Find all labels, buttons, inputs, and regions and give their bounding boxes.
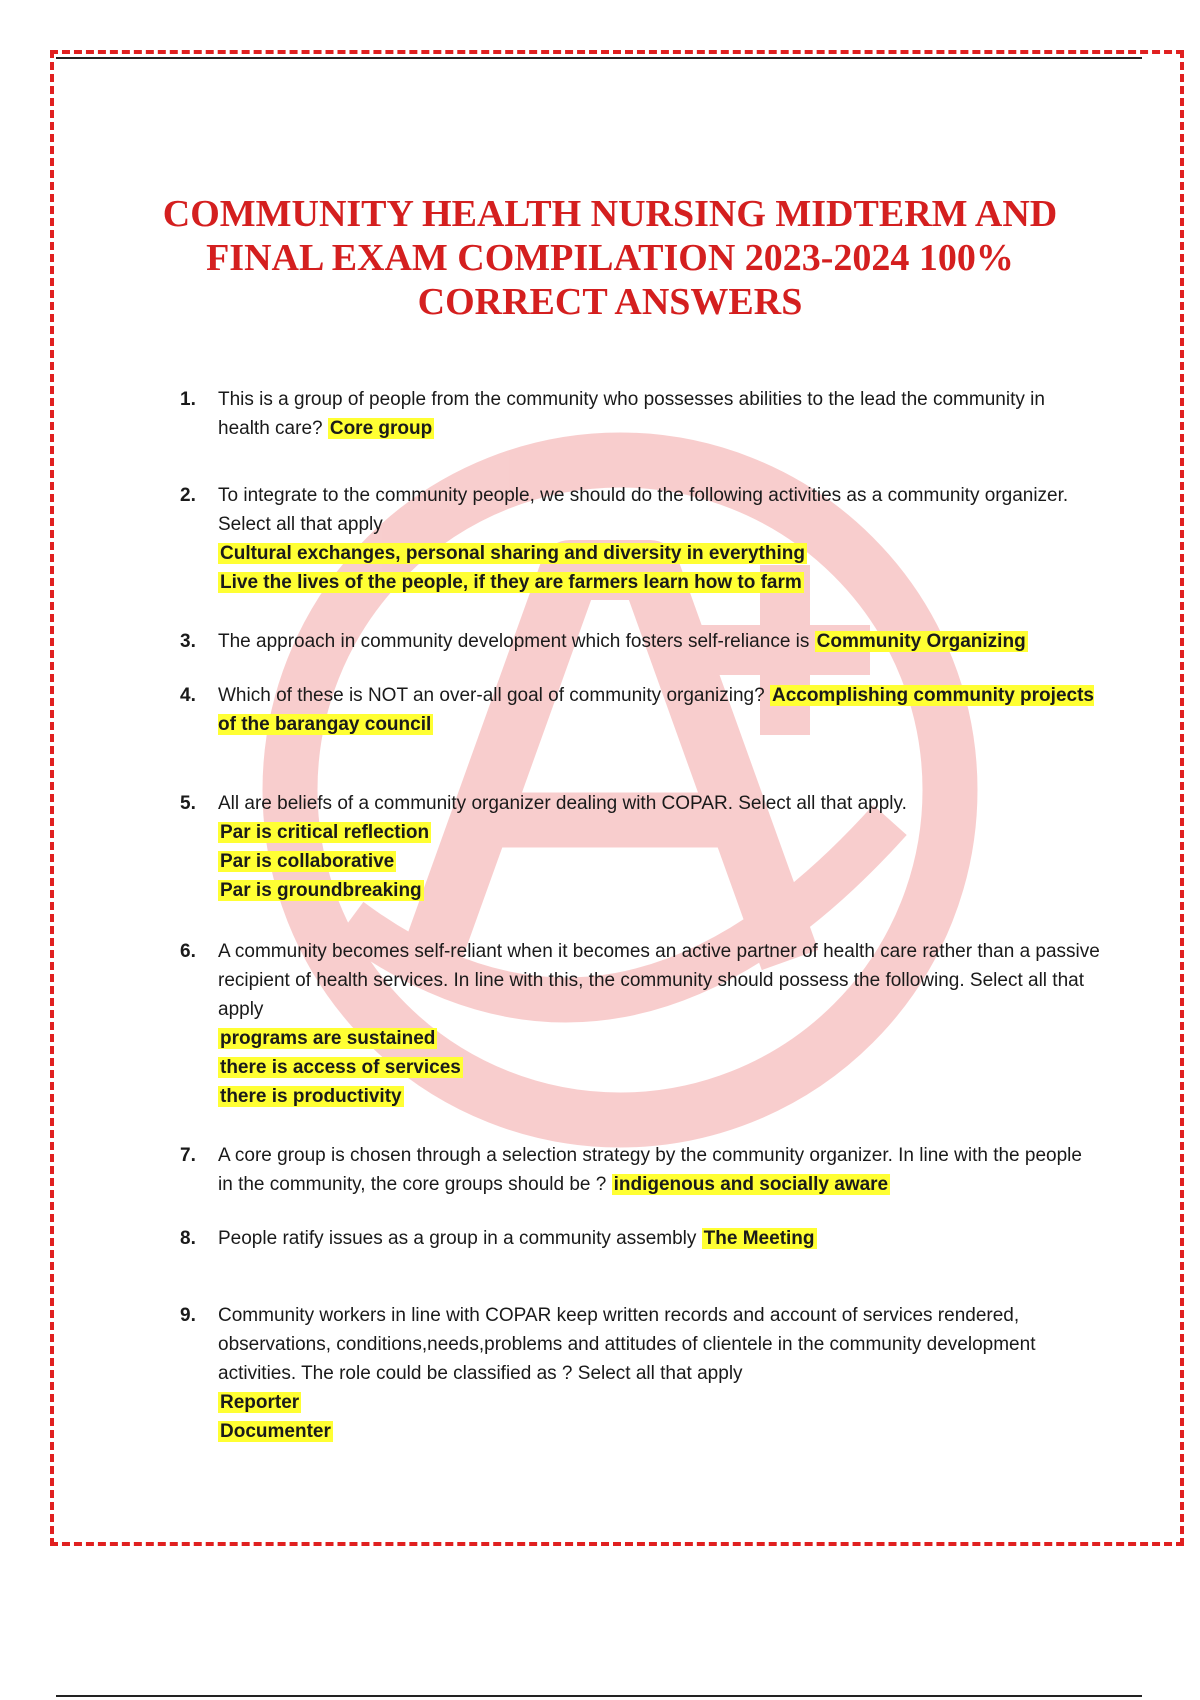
question-text: Which of these is NOT an over-all goal of community organizing? — [218, 685, 770, 706]
bottom-rule — [56, 1695, 1142, 1697]
answer-highlight: Core group — [329, 418, 433, 439]
question-text: To integrate to the community people, we should do the following activities as a community organizer. Select all that apply — [218, 485, 1069, 535]
answer-highlight: indigenous and socially aware — [613, 1174, 889, 1195]
question-item-2 — [180, 481, 1100, 597]
question-number: 6. — [180, 941, 196, 962]
question-text: A community becomes self-reliant when it becomes an active partner of health care rather than a passive recipient of health services. In line with this, the community should possess the following. Select all that apply — [218, 941, 1100, 1020]
answer-highlight: Community Organizing — [816, 631, 1026, 652]
question-number: 8. — [180, 1228, 196, 1249]
question-item-1 — [180, 385, 1100, 443]
question-number: 4. — [180, 685, 196, 706]
question-number: 9. — [180, 1305, 196, 1326]
question-number: 7. — [180, 1145, 196, 1166]
title-line-3: CORRECT ANSWERS — [417, 281, 803, 323]
answer-line — [218, 1388, 1100, 1417]
answer-highlight: Par is critical reflection — [220, 822, 430, 843]
answer-highlight: Live the lives of the people, if they are farmers learn how to farm — [220, 572, 802, 593]
question-item-4 — [180, 681, 1100, 739]
answer-highlight: Reporter — [220, 1392, 300, 1413]
question-text: The approach in community development which fosters self-reliance is — [218, 631, 815, 652]
question-text: This is a group of people from the community who possesses abilities to the lead the community in health care? — [218, 389, 1045, 439]
answer-highlight: Accomplishing community projects of the barangay council — [218, 685, 1094, 735]
question-text: Community workers in line with COPAR keep written records and account of services rendered, observations, conditions,needs,problems and attitudes of clientele in the community development activities. The role could be classified as ? Select all that apply — [218, 1305, 1036, 1384]
answer-line — [218, 568, 1100, 597]
question-list — [180, 385, 1100, 1446]
question-item-9 — [180, 1301, 1100, 1446]
question-text: People ratify issues as a group in a community assembly — [218, 1228, 702, 1249]
question-text: A core group is chosen through a selection strategy by the community organizer. In line with the people in the community, the core groups should be ? — [218, 1145, 1082, 1195]
answer-highlight: The Meeting — [703, 1228, 815, 1249]
answer-highlight: programs are sustained — [220, 1028, 436, 1049]
answer-line — [218, 876, 1100, 905]
answer-highlight: Cultural exchanges, personal sharing and diversity in everything — [220, 543, 805, 564]
question-item-3 — [180, 627, 1100, 656]
answer-highlight: Par is collaborative — [220, 851, 395, 872]
question-number: 5. — [180, 793, 196, 814]
answer-line — [218, 1082, 1100, 1111]
document-title — [90, 192, 1130, 324]
question-number: 3. — [180, 631, 196, 652]
answer-line — [218, 1024, 1100, 1053]
title-line-2: FINAL EXAM COMPILATION 2023-2024 100% — [206, 237, 1014, 279]
question-item-5 — [180, 789, 1100, 905]
question-number: 2. — [180, 485, 196, 506]
question-text: All are beliefs of a community organizer dealing with COPAR. Select all that apply. — [218, 793, 907, 814]
question-item-8 — [180, 1224, 1100, 1253]
answer-line — [218, 818, 1100, 847]
question-item-6 — [180, 937, 1100, 1111]
answer-highlight: Documenter — [220, 1421, 331, 1442]
answer-line — [218, 1053, 1100, 1082]
answer-line — [218, 847, 1100, 876]
title-line-1: COMMUNITY HEALTH NURSING MIDTERM AND — [162, 193, 1058, 235]
question-item-7 — [180, 1141, 1100, 1199]
answer-line — [218, 1417, 1100, 1446]
answer-highlight: there is access of services — [220, 1057, 461, 1078]
answer-line — [218, 539, 1100, 568]
answer-highlight: Par is groundbreaking — [220, 880, 422, 901]
answer-highlight: there is productivity — [220, 1086, 402, 1107]
question-number: 1. — [180, 389, 196, 410]
